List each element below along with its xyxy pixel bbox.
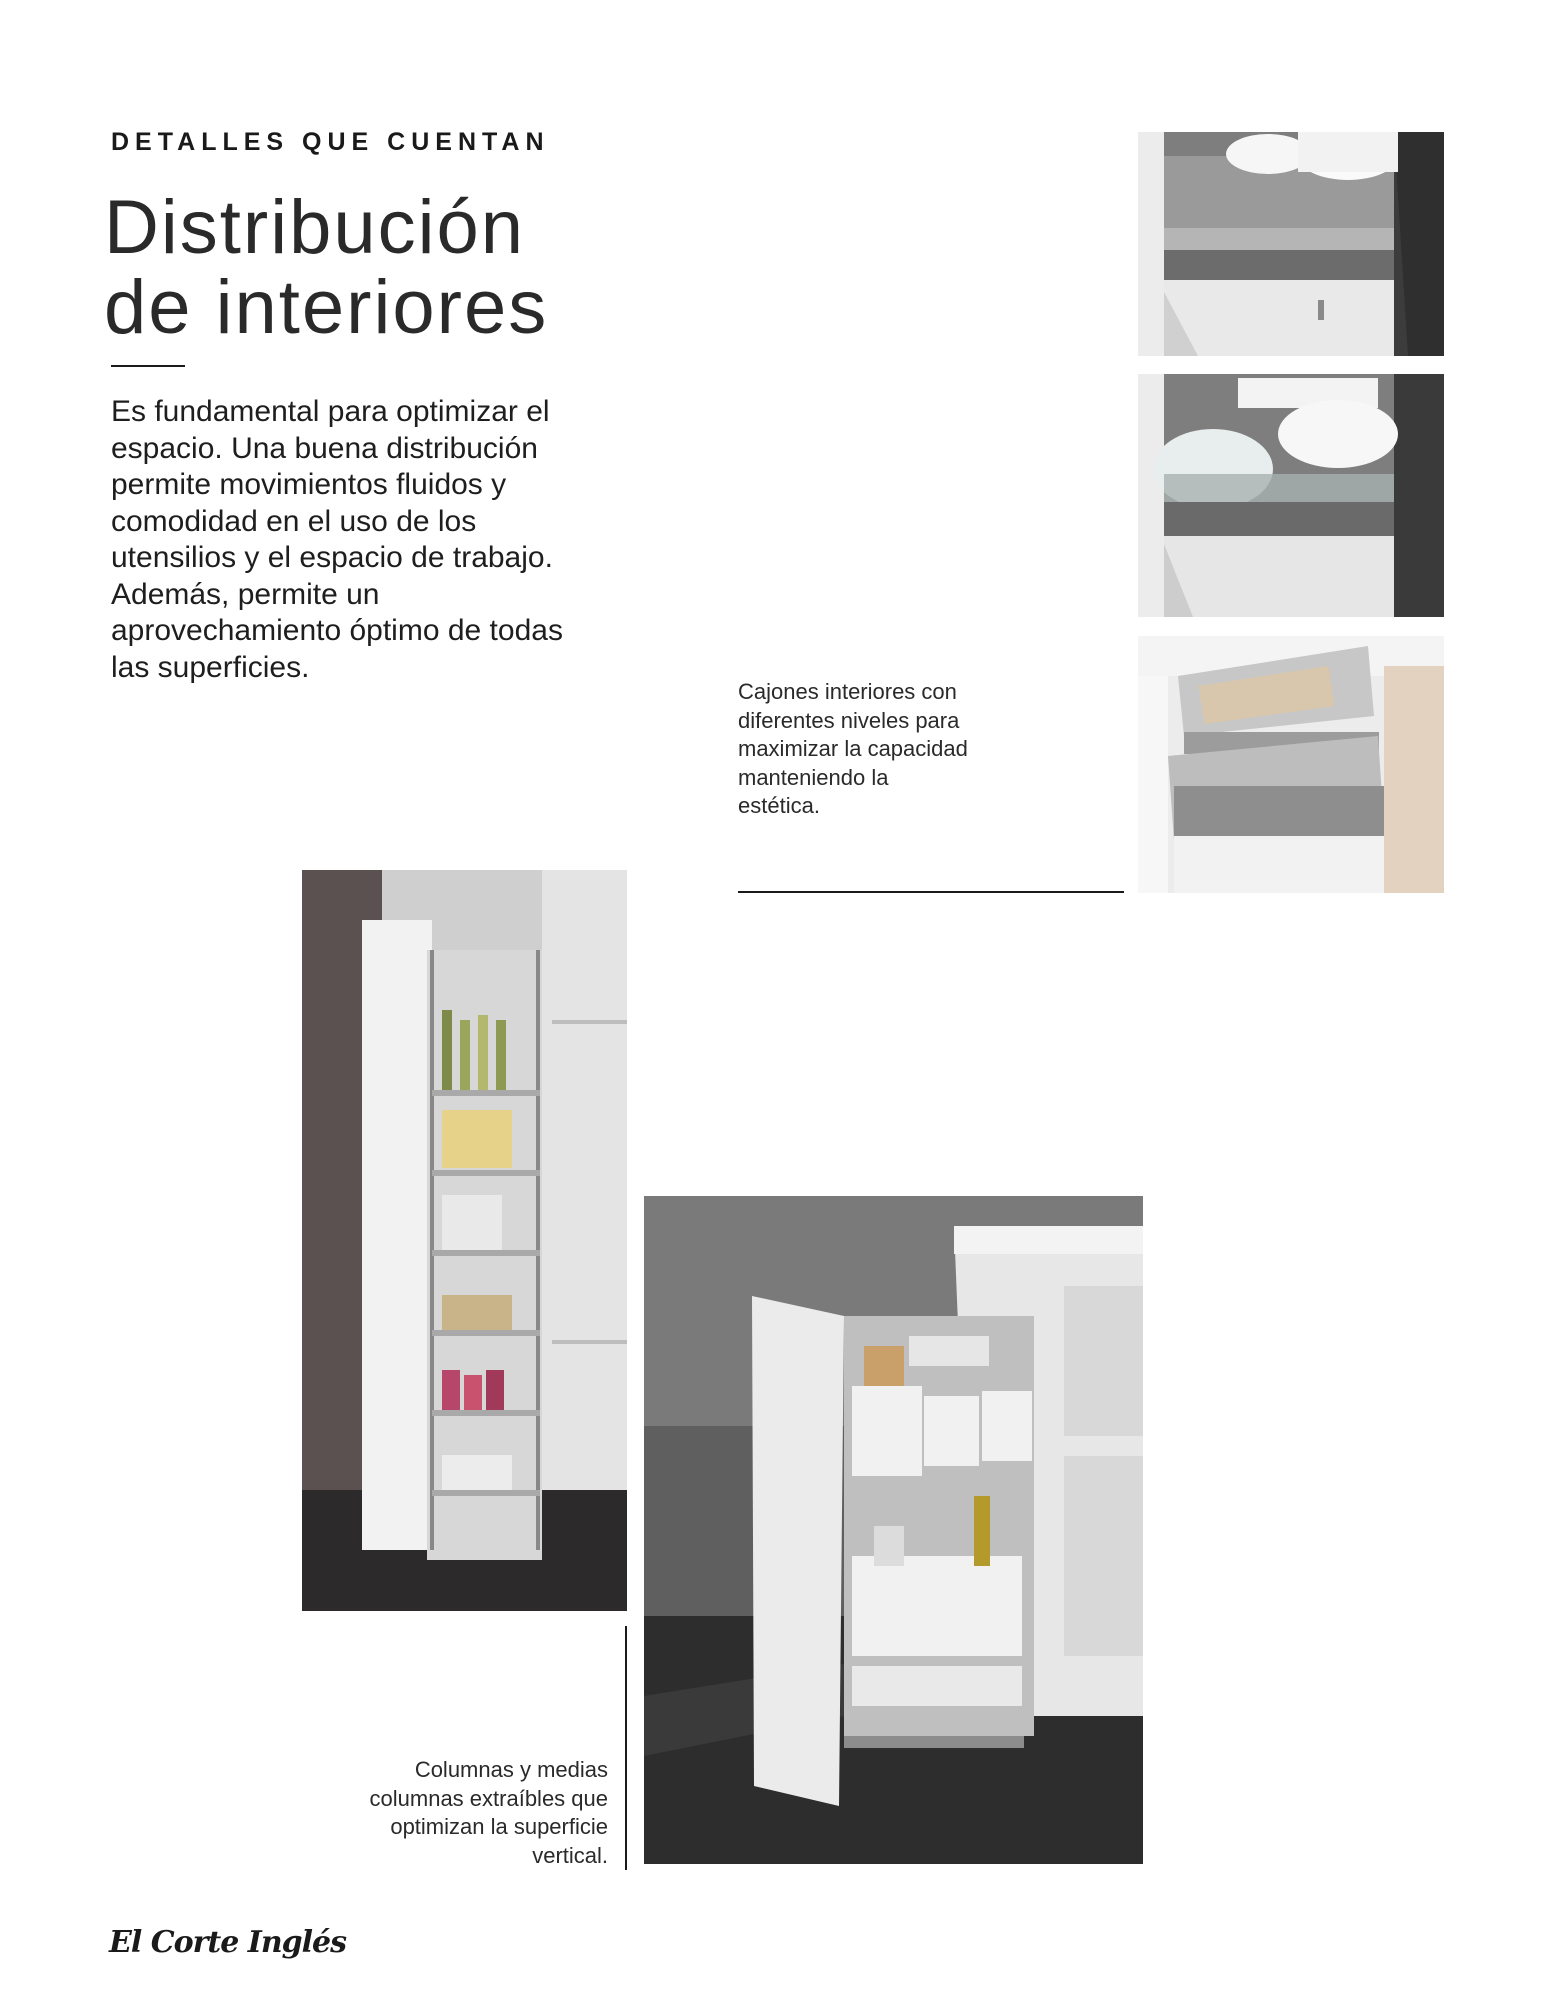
drawer-trays-photo: [1138, 636, 1444, 893]
drawers-caption: Cajones interiores con diferentes niveles para maximizar la capacidad manteniendo la estética.: [738, 679, 968, 818]
intro-paragraph: Es fundamental para optimizar el espacio. Una buena distribución permite movimientos fluidos y comodidad en el uso de los utensilios y el espacio de trabajo. Además, permite un aprovechamiento óptimo de todas las superficies.: [111, 395, 563, 684]
title-line-2: de interiores: [104, 265, 549, 350]
title-divider: [111, 365, 185, 367]
drawer-glass-photo: [1138, 374, 1444, 617]
columns-caption: Columnas y medias columnas extraíbles que optimizan la superficie vertical.: [369, 1757, 608, 1868]
columns-caption-rule: [625, 1626, 627, 1870]
pantry-column-photo: [302, 870, 627, 1611]
page-title: [104, 185, 549, 350]
title-line-1: Distribución: [104, 185, 526, 270]
brand-logo: El Corte Inglés: [109, 1925, 346, 1960]
half-column-photo: [644, 1196, 1143, 1864]
drawer-plates-photo: [1138, 132, 1444, 356]
section-eyebrow: DETALLES QUE CUENTAN: [111, 128, 550, 156]
drawers-caption-rule: [738, 891, 1124, 893]
